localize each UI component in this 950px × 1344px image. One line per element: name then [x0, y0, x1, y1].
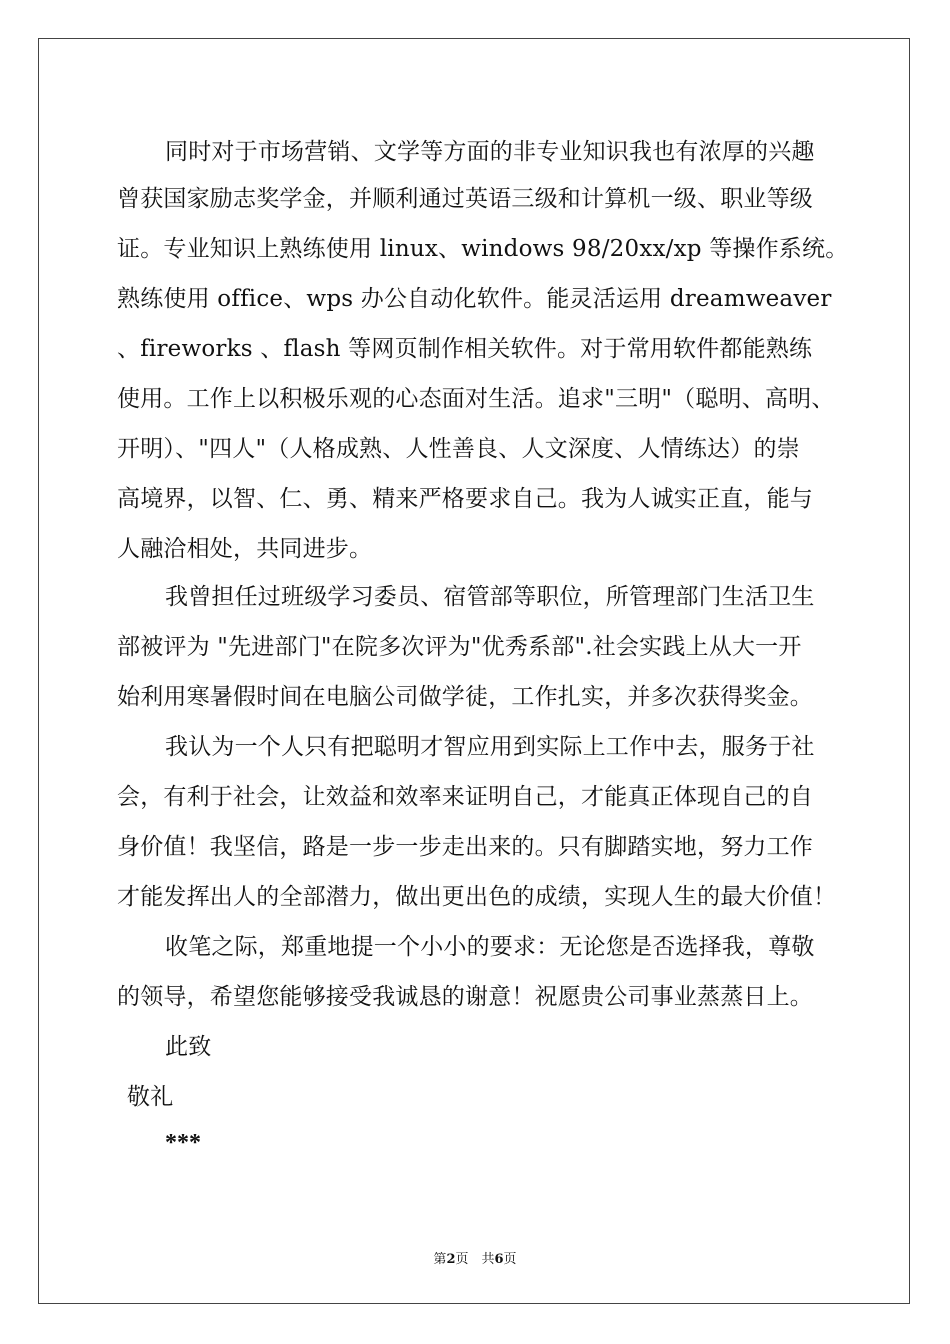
text-line: 、fireworks 、flash 等网页制作相关软件。对于常用软件都能熟练: [117, 336, 813, 362]
closing-salutation: 此致: [165, 1034, 212, 1060]
text-line: 开明）、"四人"（人格成熟、人性善良、人文深度、人情练达）的崇: [117, 436, 800, 462]
footer-suffix: 页: [503, 1252, 517, 1267]
text-line: 我认为一个人只有把聪明才智应用到实际上工作中去，服务于社: [165, 734, 815, 760]
page-border: [38, 38, 910, 1304]
current-page-number: 2: [446, 1252, 456, 1267]
text-line: 曾获国家励志奖学金，并顺利通过英语三级和计算机一级、职业等级: [117, 186, 813, 212]
text-line: 会，有利于社会，让效益和效率来证明自己，才能真正体现自己的自: [117, 784, 813, 810]
text-line: 始利用寒暑假时间在电脑公司做学徒，工作扎实，并多次获得奖金。: [117, 684, 813, 710]
text-line: 我曾担任过班级学习委员、宿管部等职位，所管理部门生活卫生: [165, 584, 815, 610]
footer-prefix: 第: [433, 1252, 447, 1267]
text-line: 使用。工作上以积极乐观的心态面对生活。追求"三明"（聪明、高明、: [117, 386, 835, 412]
text-line: 部被评为 "先进部门"在院多次评为"优秀系部".社会实践上从大一开: [117, 634, 802, 660]
text-line: 身价值！我坚信，路是一步一步走出来的。只有脚踏实地，努力工作: [117, 834, 813, 860]
text-line: 才能发挥出人的全部潜力，做出更出色的成绩，实现人生的最大价值！: [117, 884, 837, 910]
text-line: 的领导，希望您能够接受我诚恳的谢意！祝愿贵公司事业蒸蒸日上。: [117, 984, 813, 1010]
footer-mid: 页 共: [455, 1252, 495, 1267]
text-line: 同时对于市场营销、文学等方面的非专业知识我也有浓厚的兴趣: [165, 139, 815, 165]
text-line: 熟练使用 office、wps 办公自动化软件。能灵活运用 dreamweaver: [117, 286, 832, 312]
total-page-number: 6: [494, 1252, 504, 1267]
closing-regards: 敬礼: [127, 1084, 174, 1110]
text-line: 人融洽相处，共同进步。: [117, 536, 373, 562]
page-footer: [0, 1248, 950, 1267]
text-line: 高境界，以智、仁、勇、精来严格要求自己。我为人诚实正直，能与: [117, 486, 813, 512]
text-line: 收笔之际，郑重地提一个小小的要求：无论您是否选择我，尊敬: [165, 934, 815, 960]
signature: ***: [165, 1130, 201, 1156]
text-line: 证。专业知识上熟练使用 linux、windows 98/20xx/xp 等操作系统。: [117, 236, 849, 262]
